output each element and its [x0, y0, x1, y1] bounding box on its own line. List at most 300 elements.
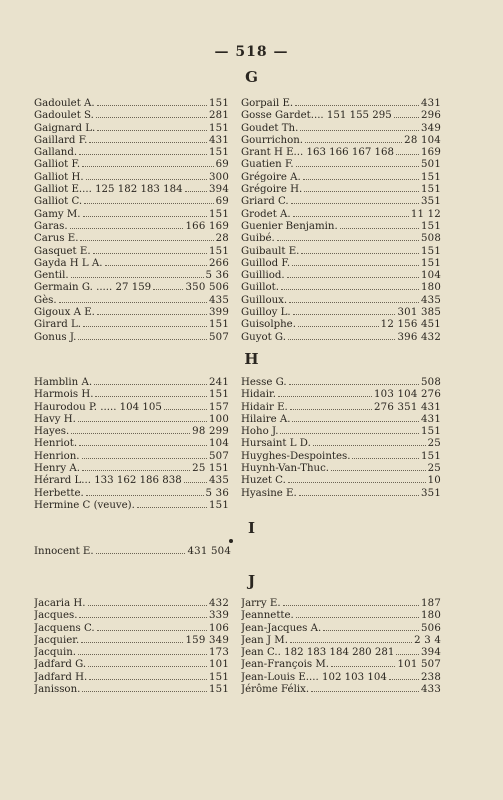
dot-leader — [331, 658, 395, 667]
entry-pages: 11 12 — [410, 208, 441, 220]
entry-name: Gès. — [34, 294, 57, 306]
entry-name: Hidair E. — [241, 401, 288, 413]
index-entry — [34, 401, 229, 413]
dot-leader — [340, 220, 419, 229]
column-left — [34, 597, 229, 695]
index-entry — [34, 388, 229, 400]
entry-pages: 351 — [420, 196, 441, 208]
dot-leader — [93, 245, 207, 254]
dot-leader — [299, 487, 419, 496]
index-entry — [241, 146, 441, 158]
entry-pages: 339 — [208, 610, 229, 622]
index-entry — [241, 208, 441, 220]
dot-leader — [290, 401, 372, 410]
dot-leader — [96, 545, 186, 554]
entry-pages: 431 — [420, 98, 441, 109]
dot-leader — [83, 318, 207, 327]
entry-pages: 394 — [420, 647, 441, 659]
entry-pages: 296 — [420, 110, 441, 122]
entry-pages: 151 — [420, 220, 441, 232]
dot-leader — [389, 671, 419, 680]
entry-name: Jacquens C. — [34, 622, 95, 634]
index-entry — [241, 609, 441, 621]
index-entry — [34, 245, 229, 257]
entry-pages: 173 — [208, 647, 229, 659]
dot-leader — [311, 683, 419, 692]
entry-pages: 151 — [420, 257, 441, 269]
dot-leader — [137, 499, 207, 508]
dot-leader — [59, 294, 207, 303]
entry-pages: 241 — [208, 377, 229, 388]
dot-leader — [290, 634, 412, 643]
index-entry — [34, 425, 229, 437]
entry-name: Hermine C (veuve). — [34, 499, 135, 511]
entry-name: Jean C.. 182 183 184 280 281 — [241, 647, 395, 659]
dot-leader — [78, 413, 207, 422]
dot-leader — [71, 425, 190, 434]
entry-pages: 28 104 — [404, 134, 441, 146]
index-entry — [241, 671, 441, 683]
entry-pages: 435 — [208, 475, 229, 487]
entry-name: Herbette. — [34, 487, 84, 499]
index-entry — [34, 634, 229, 646]
index-entry — [241, 683, 441, 695]
entry-name: Carus E. — [34, 233, 79, 245]
index-entry — [241, 474, 441, 486]
index-entry — [34, 609, 229, 621]
section-letter-j: J — [247, 572, 256, 590]
index-entry — [34, 331, 229, 343]
page-number: — 518 — — [214, 44, 289, 60]
index-entry — [34, 474, 229, 486]
entry-name: Galliot F. — [34, 159, 81, 171]
column-right — [241, 376, 441, 499]
dot-leader — [292, 257, 419, 266]
dot-leader — [81, 634, 183, 643]
entry-name: Gadoulet A. — [34, 98, 95, 109]
entry-name: Hérard L... 133 162 186 838 — [34, 475, 182, 487]
entry-pages: 276 351 431 — [373, 401, 441, 413]
entry-name: Jacquin. — [34, 647, 77, 659]
entry-name: Hidair. — [241, 389, 276, 401]
entry-pages: 25 151 — [192, 463, 229, 475]
entry-pages: 349 — [420, 122, 441, 134]
dot-leader — [88, 597, 207, 606]
entry-name: Jérôme Félix. — [241, 684, 310, 696]
dot-leader — [97, 97, 207, 106]
dot-leader — [396, 646, 419, 655]
dot-leader — [88, 658, 207, 667]
dot-leader — [71, 269, 204, 278]
index-entry — [241, 109, 441, 121]
entry-pages: 157 — [208, 401, 229, 413]
index-entry — [241, 232, 441, 244]
index-entry — [34, 683, 229, 695]
entry-name: Huyghes-Despointes. — [241, 450, 351, 462]
entry-name: Hilaire A. — [241, 413, 291, 425]
index-entry — [34, 158, 229, 170]
entry-name: Gorpail E. — [241, 98, 294, 109]
entry-pages: 151 — [420, 171, 441, 183]
index-entry — [34, 208, 229, 220]
column-left — [34, 97, 229, 343]
entry-pages: 396 432 — [397, 331, 441, 343]
entry-pages: 433 — [420, 684, 441, 696]
index-entry — [34, 306, 229, 318]
entry-name: Guenier Benjamin. — [241, 220, 338, 232]
entry-name: Gosse Gardet.... 151 155 295 — [241, 110, 392, 122]
dot-leader — [78, 331, 207, 340]
index-entry — [34, 437, 229, 449]
index-entry — [34, 450, 229, 462]
index-entry — [241, 401, 441, 413]
dot-leader — [105, 257, 207, 266]
dot-leader — [304, 183, 419, 192]
entry-name: Gamy M. — [34, 208, 81, 220]
index-entry — [34, 597, 229, 609]
index-entry — [241, 97, 441, 109]
index-entry — [34, 281, 229, 293]
entry-pages: 151 — [208, 684, 229, 696]
entry-name: Garas. — [34, 220, 68, 232]
entry-name: Guatien F. — [241, 159, 294, 171]
dot-leader — [82, 450, 207, 459]
index-entry — [34, 376, 229, 388]
index-entry — [34, 646, 229, 658]
dot-leader — [300, 122, 419, 131]
entry-pages: 101 — [208, 659, 229, 671]
entry-name: Jarry E. — [241, 598, 281, 609]
entry-pages: 151 — [208, 499, 229, 511]
entry-name: Grodet A. — [241, 208, 291, 220]
index-entry — [241, 171, 441, 183]
index-entry — [34, 195, 229, 207]
index-entry — [241, 487, 441, 499]
entry-name: Huzet C. — [241, 475, 286, 487]
entry-pages: 431 504 — [187, 546, 231, 557]
dot-leader — [289, 376, 419, 385]
entry-name: Gourrichon. — [241, 134, 304, 146]
dot-leader — [79, 437, 207, 446]
entry-name: Galland. — [34, 147, 78, 159]
index-entry — [241, 425, 441, 437]
entry-name: Huynh-Van-Thuc. — [241, 463, 330, 475]
dot-leader — [153, 281, 183, 290]
index-entry — [34, 232, 229, 244]
entry-name: Galliot C. — [34, 196, 83, 208]
section-letter-h: H — [244, 350, 259, 368]
dot-leader — [288, 474, 426, 483]
dot-leader — [70, 220, 184, 229]
section-letter-g: G — [245, 68, 258, 86]
dot-leader — [164, 401, 207, 410]
entry-pages: 508 — [420, 377, 441, 388]
entry-pages: 301 385 — [397, 307, 441, 319]
dot-leader — [97, 306, 207, 315]
entry-pages: 159 349 — [185, 634, 229, 646]
dot-leader — [86, 171, 207, 180]
index-entry — [34, 622, 229, 634]
entry-pages: 103 104 276 — [373, 389, 441, 401]
entry-name: Germain G. ..... 27 159 — [34, 282, 152, 294]
column-left — [34, 545, 231, 557]
entry-name: Jacaria H. — [34, 598, 86, 609]
entry-pages: 350 506 — [185, 282, 229, 294]
index-entry — [34, 671, 229, 683]
index-entry — [34, 134, 229, 146]
entry-pages: 12 156 451 — [380, 319, 441, 331]
index-entry — [241, 257, 441, 269]
entry-name: Guisolphe. — [241, 319, 296, 331]
entry-pages: 187 — [420, 598, 441, 609]
dot-leader — [82, 158, 213, 167]
entry-name: Galliot E.... 125 182 183 184 — [34, 184, 183, 196]
index-entry — [241, 134, 441, 146]
index-entry — [241, 306, 441, 318]
entry-pages: 151 — [208, 389, 229, 401]
entry-name: Guilloux. — [241, 294, 288, 306]
entry-pages: 507 — [208, 450, 229, 462]
entry-name: Jadfard H. — [34, 671, 88, 683]
entry-pages: 351 — [420, 487, 441, 499]
entry-name: Gasquet E. — [34, 245, 91, 257]
entry-name: Grégoire H. — [241, 184, 303, 196]
dot-leader — [184, 474, 207, 483]
entry-name: Jacquier. — [34, 634, 80, 646]
entry-pages: 151 — [208, 319, 229, 331]
section-letter-i: I — [247, 519, 256, 537]
entry-name: Girard L. — [34, 319, 81, 331]
entry-name: Gaignard L. — [34, 122, 96, 134]
index-entry — [34, 269, 229, 281]
entry-pages: 431 — [208, 134, 229, 146]
dot-leader — [313, 437, 426, 446]
dot-leader — [331, 462, 426, 471]
entry-pages: 69 — [215, 196, 229, 208]
entry-pages: 169 — [420, 147, 441, 159]
index-entry — [34, 146, 229, 158]
entry-pages: 151 — [208, 245, 229, 257]
dot-leader — [323, 622, 419, 631]
entry-name: Guibault E. — [241, 245, 300, 257]
entry-pages: 281 — [208, 110, 229, 122]
entry-pages: 180 — [420, 282, 441, 294]
entry-name: Jean-Jacques A. — [241, 622, 322, 634]
dot-leader — [303, 171, 419, 180]
index-entry — [241, 413, 441, 425]
index-entry — [34, 487, 229, 499]
entry-pages: 435 — [208, 294, 229, 306]
entry-name: Gigoux A E. — [34, 307, 95, 319]
entry-name: Jadfard G. — [34, 659, 87, 671]
entry-name: Grégoire A. — [241, 171, 301, 183]
index-entry — [34, 413, 229, 425]
entry-pages: 106 — [208, 622, 229, 634]
dot-leader — [78, 646, 207, 655]
dot-leader — [79, 609, 207, 618]
dot-leader — [289, 294, 419, 303]
index-entry — [241, 158, 441, 170]
entry-name: Jean-François M. — [241, 659, 329, 671]
dot-leader — [352, 450, 418, 459]
entry-pages: 300 — [208, 171, 229, 183]
entry-pages: 151 — [420, 184, 441, 196]
entry-pages: 10 — [427, 475, 441, 487]
entry-name: Haurodou P. ..... 104 105 — [34, 401, 162, 413]
index-entry — [241, 634, 441, 646]
dot-leader — [293, 306, 396, 315]
entry-pages: 25 — [427, 463, 441, 475]
entry-name: Jacques. — [34, 610, 78, 622]
entry-pages: 151 — [208, 98, 229, 109]
entry-pages: 151 — [208, 208, 229, 220]
dot-leader — [292, 413, 418, 422]
entry-pages: 104 — [420, 270, 441, 282]
entry-pages: 151 — [420, 450, 441, 462]
entry-name: Jeannette. — [241, 610, 294, 622]
ornament-dot — [229, 539, 233, 543]
dot-leader — [295, 97, 419, 106]
entry-name: Guillod F. — [241, 257, 291, 269]
entry-pages: 151 — [208, 122, 229, 134]
entry-pages: 101 507 — [397, 659, 441, 671]
index-entry — [34, 257, 229, 269]
dot-leader — [97, 622, 207, 631]
entry-name: Gaillard F. — [34, 134, 88, 146]
dot-leader — [283, 597, 419, 606]
dot-leader — [277, 232, 419, 241]
dot-leader — [89, 134, 207, 143]
index-entry — [241, 220, 441, 232]
entry-name: Janisson. — [34, 684, 81, 696]
dot-leader — [86, 487, 204, 496]
entry-pages: 506 — [420, 622, 441, 634]
entry-name: Hoho J. — [241, 426, 279, 438]
index-entry — [241, 437, 441, 449]
entry-name: Jean-Louis E.... 102 103 104 — [241, 671, 387, 683]
entry-name: Henrion. — [34, 450, 80, 462]
index-entry — [34, 499, 229, 511]
index-entry — [34, 171, 229, 183]
dot-leader — [82, 462, 190, 471]
entry-name: Hesse G. — [241, 377, 287, 388]
index-entry — [34, 122, 229, 134]
entry-name: Gadoulet S. — [34, 110, 94, 122]
dot-leader — [287, 269, 419, 278]
index-entry — [241, 462, 441, 474]
entry-name: Guyot G. — [241, 331, 286, 343]
entry-pages: 5 36 — [205, 270, 229, 282]
dot-leader — [89, 671, 207, 680]
dot-leader — [293, 208, 409, 217]
index-entry — [34, 658, 229, 670]
entry-pages: 238 — [420, 671, 441, 683]
entry-pages: 507 — [208, 331, 229, 343]
entry-pages: 151 — [420, 426, 441, 438]
entry-name: Guilliod. — [241, 270, 285, 282]
entry-name: Gonus J. — [34, 331, 77, 343]
entry-name: Henriot. — [34, 438, 78, 450]
entry-name: Galliot H. — [34, 171, 84, 183]
dot-leader — [95, 388, 206, 397]
dot-leader — [296, 158, 419, 167]
entry-name: Hamblin A. — [34, 377, 93, 388]
dot-leader — [296, 609, 419, 618]
dot-leader — [394, 109, 419, 118]
dot-leader — [83, 208, 207, 217]
entry-pages: 28 — [215, 233, 229, 245]
index-entry — [241, 388, 441, 400]
dot-leader — [291, 195, 419, 204]
index-entry — [241, 646, 441, 658]
column-left — [34, 376, 229, 511]
index-entry — [241, 245, 441, 257]
index-entry — [34, 545, 231, 557]
entry-pages: 69 — [215, 159, 229, 171]
entry-name: Gentil. — [34, 270, 69, 282]
index-entry — [34, 109, 229, 121]
entry-pages: 508 — [420, 233, 441, 245]
dot-leader — [185, 183, 207, 192]
entry-name: Hursaint L D. — [241, 438, 311, 450]
entry-name: Innocent E. — [34, 546, 94, 557]
index-entry — [34, 97, 229, 109]
dot-leader — [278, 388, 372, 397]
index-entry — [241, 658, 441, 670]
entry-name: Goudet Th. — [241, 122, 299, 134]
entry-pages: 5 36 — [205, 487, 229, 499]
entry-name: Henry A. — [34, 463, 80, 475]
index-entry — [34, 318, 229, 330]
entry-name: Havy H. — [34, 413, 76, 425]
entry-pages: 151 — [208, 147, 229, 159]
index-entry — [241, 281, 441, 293]
entry-pages: 151 — [208, 671, 229, 683]
entry-name: Hyasine E. — [241, 487, 297, 499]
entry-pages: 399 — [208, 307, 229, 319]
entry-pages: 100 — [208, 413, 229, 425]
index-entry — [241, 318, 441, 330]
index-entry — [34, 220, 229, 232]
entry-pages: 2 3 4 — [414, 634, 441, 646]
entry-name: Guilloy L. — [241, 307, 291, 319]
index-entry — [34, 294, 229, 306]
index-entry — [241, 376, 441, 388]
column-right — [241, 597, 441, 695]
entry-pages: 166 169 — [185, 220, 229, 232]
entry-name: Hayes. — [34, 426, 70, 438]
entry-name: Jean J M. — [241, 634, 288, 646]
index-entry — [241, 597, 441, 609]
entry-name: Guillot. — [241, 282, 279, 294]
index-entry — [241, 195, 441, 207]
index-entry — [241, 122, 441, 134]
entry-name: Harmois H. — [34, 389, 94, 401]
dot-leader — [280, 425, 418, 434]
dot-leader — [396, 146, 419, 155]
entry-pages: 98 299 — [192, 426, 229, 438]
index-entry — [241, 269, 441, 281]
entry-pages: 104 — [208, 438, 229, 450]
entry-name: Guibé. — [241, 233, 275, 245]
column-right — [241, 97, 441, 343]
entry-name: Griard C. — [241, 196, 289, 208]
index-entry — [241, 331, 441, 343]
entry-pages: 180 — [420, 610, 441, 622]
index-entry — [34, 462, 229, 474]
entry-pages: 25 — [427, 438, 441, 450]
dot-leader — [281, 281, 419, 290]
